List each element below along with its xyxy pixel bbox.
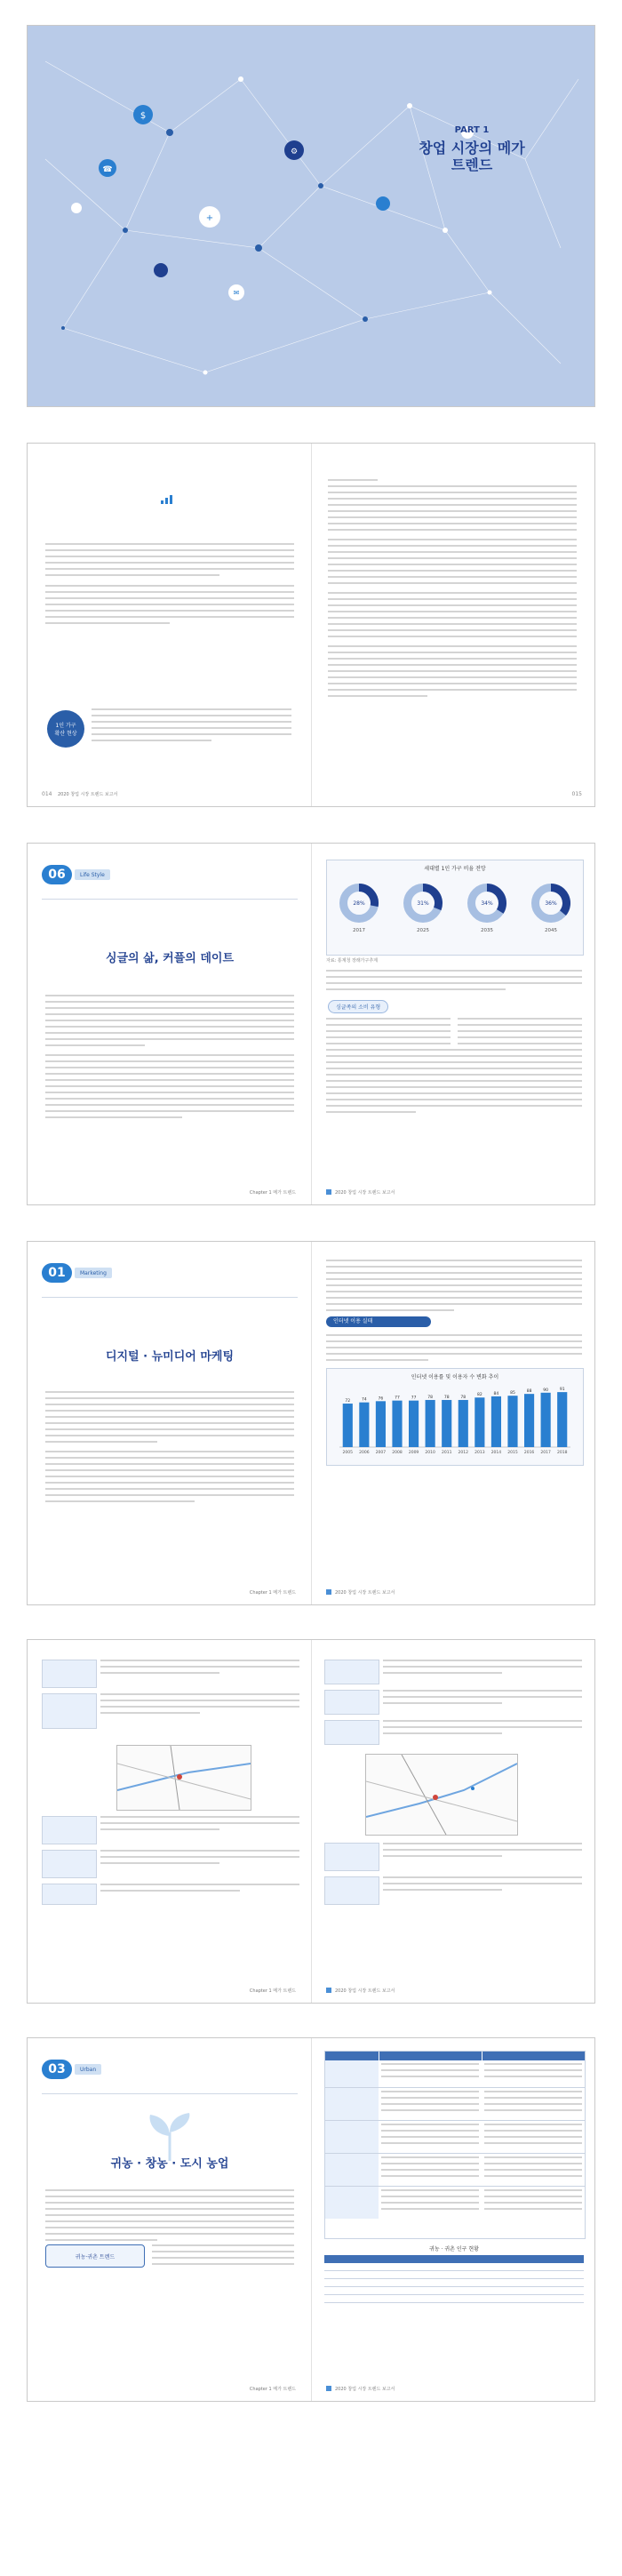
- section-title: 디지털 · 뉴미디어 마케팅: [105, 1350, 235, 1364]
- map-illustration: [116, 1745, 251, 1811]
- body-text-2: [152, 2244, 294, 2269]
- bar-chart-box: [326, 1368, 584, 1466]
- bar: [392, 1401, 402, 1447]
- svg-text:✉: ✉: [233, 289, 240, 297]
- bar-value-label: 82: [476, 1393, 482, 1398]
- network-graphic: [28, 26, 594, 406]
- page-footer-left: Chapter 1 메가 트렌드: [249, 1590, 296, 1596]
- chapter-header: [42, 2060, 101, 2079]
- bar-chart-icon: [161, 495, 173, 504]
- info-table-2: [42, 1816, 299, 1910]
- callout-badge-line1: 1인 가구: [55, 723, 76, 729]
- bar-category-label: 2009: [408, 1451, 419, 1455]
- body-text: [45, 1391, 294, 1507]
- bar-value-label: 91: [559, 1388, 565, 1393]
- chapter-number: 03: [42, 2060, 72, 2079]
- spread-maps: [27, 1639, 595, 2004]
- highlight-title: 귀농·귀촌 트렌드: [75, 2253, 116, 2260]
- footer-marker: [326, 2386, 331, 2391]
- chart-title: 세대별 1인 가구 비율 전망: [424, 866, 486, 872]
- bar-category-label: 2017: [540, 1451, 551, 1455]
- section-title: 싱글의 삶, 커플의 데이트: [105, 952, 235, 965]
- body-text: [45, 995, 294, 1123]
- right-page: [312, 1640, 596, 2003]
- spread-cover: [27, 25, 595, 407]
- svg-text:☎: ☎: [102, 165, 113, 174]
- footer-marker: [326, 1988, 331, 1993]
- bar: [343, 1404, 353, 1447]
- right-page: [312, 1242, 596, 1604]
- chapter-number: 06: [42, 865, 72, 884]
- map-roads-right: [366, 1755, 517, 1835]
- bar-category-label: 2016: [523, 1451, 535, 1455]
- bar: [557, 1392, 567, 1447]
- right-page: [312, 844, 596, 1204]
- right-page: [312, 2038, 596, 2401]
- bar: [359, 1403, 369, 1447]
- bar-value-label: 78: [460, 1395, 466, 1400]
- bar-value-label: 74: [361, 1397, 367, 1403]
- bar-chart-title: 인터넷 이용률 및 이용자 수 변화 추이: [411, 1374, 499, 1380]
- donut-value-label: 34%: [481, 900, 493, 907]
- donut-chart-box: [326, 860, 584, 956]
- body-text-right-2: [326, 1334, 582, 1365]
- bar-category-label: 2007: [375, 1451, 387, 1455]
- page-footer-left: Chapter 1 메가 트렌드: [249, 2387, 296, 2392]
- body-text-right: [326, 1260, 582, 1316]
- bar: [459, 1400, 468, 1447]
- bar-value-label: 76: [378, 1396, 384, 1402]
- page-number-left: 014: [42, 791, 52, 797]
- spread-life-style: [27, 843, 595, 1205]
- body-text-right: [328, 479, 577, 701]
- chapter-header: [42, 1263, 112, 1283]
- svg-text:⚙: ⚙: [290, 148, 299, 156]
- chapter-header: [42, 865, 110, 884]
- left-page: [28, 1640, 312, 2003]
- donut-category-label: 2017: [353, 928, 365, 933]
- bar: [474, 1397, 484, 1447]
- chapter-tab: Life Style: [75, 869, 110, 880]
- map-roads: [117, 1746, 251, 1810]
- donut-value-label: 31%: [417, 900, 429, 907]
- footer-right: 2020 창업 시장 트렌드 보고서: [335, 1590, 395, 1596]
- donut-category-label: 2025: [417, 928, 429, 933]
- chapter-tab: Urban: [75, 2064, 101, 2075]
- stats-table: [324, 2255, 584, 2303]
- callout-text: [92, 708, 291, 746]
- footer-marker: [326, 1589, 331, 1595]
- bar: [426, 1400, 435, 1447]
- bar-category-label: 2013: [474, 1451, 485, 1455]
- info-table: [42, 1660, 299, 1734]
- bar-category-label: 2018: [556, 1451, 568, 1455]
- donut-value-label: 28%: [353, 900, 365, 907]
- info-table-right: [324, 1660, 582, 1750]
- bar: [541, 1393, 551, 1447]
- callout-badge-line2: 확산 현상: [54, 731, 77, 737]
- trend-table-box: [324, 2051, 586, 2239]
- body-text: [45, 2189, 294, 2245]
- donut-slice: [487, 888, 503, 912]
- bar-value-label: 90: [543, 1388, 549, 1393]
- chart-note: 자료: 통계청 장래가구추계: [326, 958, 378, 964]
- right-page: [312, 444, 596, 806]
- info-table-right-2: [324, 1843, 582, 1910]
- svg-text:+: +: [205, 213, 214, 223]
- donut-chart: [327, 873, 583, 944]
- bar-category-label: 2014: [490, 1451, 502, 1455]
- bar-value-label: 77: [395, 1396, 400, 1401]
- bar-value-label: 85: [510, 1391, 515, 1396]
- chapter-number: 01: [42, 1263, 72, 1283]
- page-footer-left: Chapter 1 메가 트렌드: [249, 1988, 296, 1994]
- bar: [491, 1396, 501, 1447]
- bar-category-label: 2010: [425, 1451, 435, 1455]
- highlight-box: [45, 2244, 145, 2268]
- section-title: 귀농 · 창농 · 도시 농업: [110, 2157, 229, 2171]
- page-number-right: 015: [571, 791, 582, 797]
- section-bar: 인터넷 이용 실태: [326, 1316, 431, 1327]
- consumption-box-label: 싱글족의 소비 유형: [328, 1000, 388, 1013]
- bar-category-label: 2011: [441, 1451, 452, 1455]
- footer-left: 2020 창업 시장 트렌드 보고서: [58, 792, 118, 797]
- body-text-right: [326, 970, 582, 995]
- left-page: [28, 444, 312, 806]
- bar: [507, 1396, 517, 1447]
- bar-value-label: 77: [411, 1396, 417, 1401]
- left-page: [28, 1242, 312, 1604]
- callout-badge: [47, 710, 84, 748]
- footer-marker: [326, 1189, 331, 1195]
- footer-right: 2020 창업 시장 트렌드 보고서: [335, 2387, 395, 2392]
- part-title: 창업 시장의 메가 트렌드: [419, 140, 525, 173]
- bar-value-label: 72: [345, 1399, 351, 1404]
- donut-value-label: 36%: [545, 900, 557, 907]
- internet-bar-chart: [327, 1381, 583, 1461]
- footer-right: 2020 창업 시장 트렌드 보고서: [335, 1190, 395, 1196]
- body-text: [45, 543, 294, 628]
- donut-category-label: 2045: [545, 928, 557, 933]
- part-label: PART 1: [454, 125, 490, 135]
- bar-value-label: 78: [427, 1395, 434, 1400]
- bar: [409, 1401, 419, 1447]
- spread-urban: [27, 2037, 595, 2402]
- svg-text:$: $: [140, 111, 147, 121]
- bar-category-label: 2015: [507, 1451, 518, 1455]
- bar: [524, 1394, 534, 1447]
- left-page: [28, 2038, 312, 2401]
- bar-value-label: 88: [526, 1389, 532, 1395]
- title-rule: [42, 899, 298, 900]
- bar-category-label: 2008: [392, 1451, 403, 1455]
- title-rule: [42, 1297, 298, 1298]
- bar-value-label: 84: [493, 1391, 499, 1396]
- footer-right: 2020 창업 시장 트렌드 보고서: [335, 1988, 395, 1994]
- title-rule: [42, 2093, 298, 2094]
- bar-category-label: 2005: [342, 1451, 354, 1455]
- chapter-tab: Marketing: [75, 1268, 112, 1278]
- spread-marketing: [27, 1241, 595, 1605]
- left-page: [28, 844, 312, 1204]
- bar-category-label: 2006: [359, 1451, 370, 1455]
- donut-category-label: 2035: [481, 928, 493, 933]
- bar: [376, 1401, 386, 1447]
- table-title: 귀농 · 귀촌 인구 현황: [429, 2246, 479, 2252]
- map-illustration-right: [365, 1754, 518, 1836]
- bar-value-label: 78: [443, 1395, 450, 1400]
- body-text-right-2: [326, 1018, 582, 1117]
- spread-intro-text: [27, 443, 595, 807]
- page-footer-left: Chapter 1 메가 트렌드: [249, 1190, 296, 1196]
- bar: [442, 1400, 451, 1447]
- bar-category-label: 2012: [458, 1451, 469, 1455]
